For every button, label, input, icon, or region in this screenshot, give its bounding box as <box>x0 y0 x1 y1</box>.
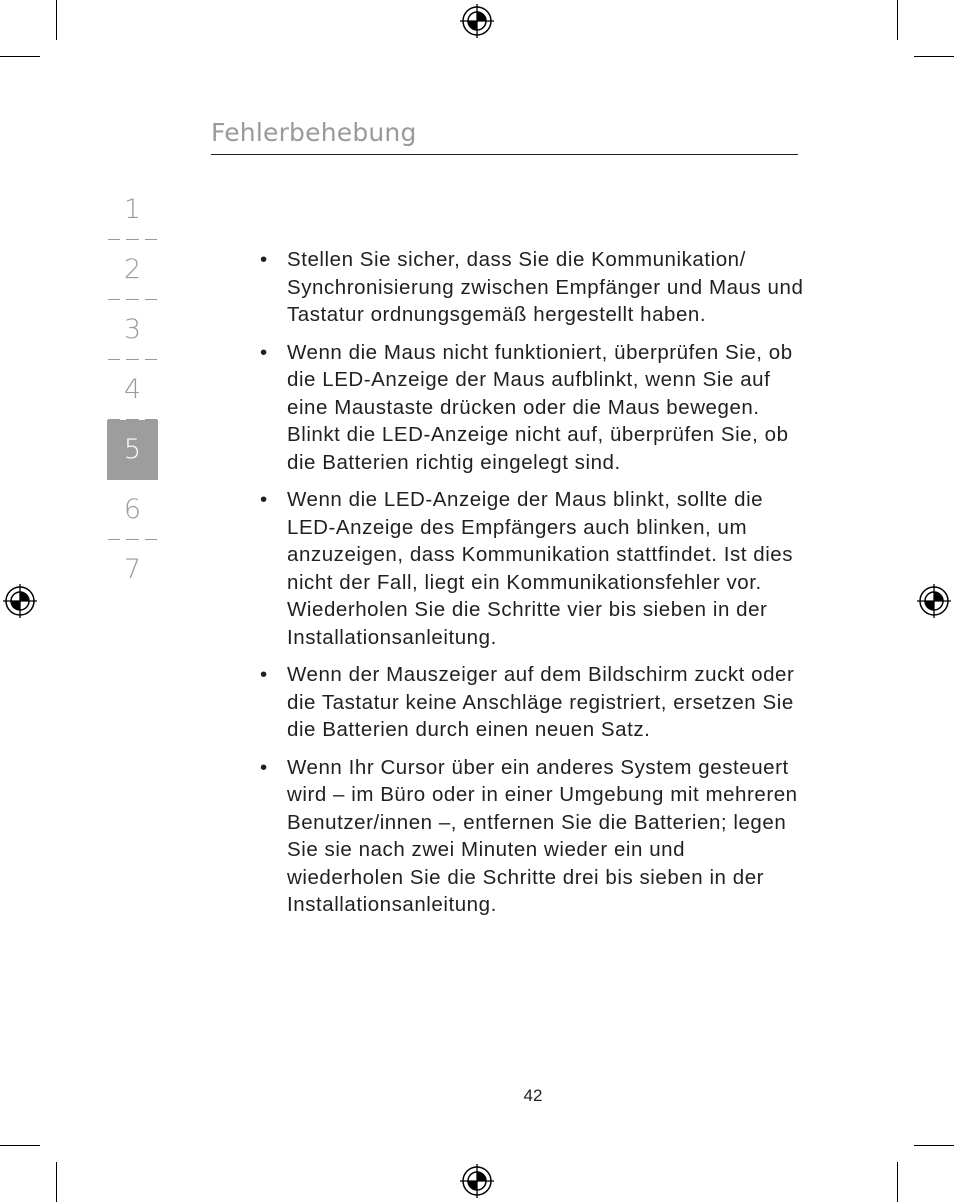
header-divider <box>211 154 798 155</box>
list-item-text: Wenn die LED-Anzeige der Maus blinkt, sollte die LED-Anzeige des Empfängers auch blinken, um anzuzeigen, dass Kommunikation stattfindet. Ist dies nicht der Fall, liegt ein Kommunikationsfehler vor. Wiederholen Sie die Schritte vier bis sieben in der Installationsanleitung. <box>287 488 794 649</box>
bullet-icon: • <box>260 248 268 271</box>
chapter-number: 4 <box>123 374 142 405</box>
registration-mark-icon <box>460 4 494 38</box>
list-item-text: Stellen Sie sicher, dass Sie die Kommunikation/ Synchronisierung zwischen Empfänger und Maus und Tastatur ordnungsgemäß hergestellt haben. <box>287 248 804 326</box>
chapter-number: 5 <box>123 434 142 465</box>
chapter-tab-5[interactable] <box>107 420 158 480</box>
list-item <box>260 661 805 744</box>
list-item-text: Wenn Ihr Cursor über ein anderes System gesteuert wird – im Büro oder in einer Umgebung mit mehreren Benutzer/innen –, entfernen Sie die Batterien; legen Sie sie nach zwei Minuten wieder ein und wiederholen Sie die Schritte drei bis sieben in der Installationsanleitung. <box>287 755 798 916</box>
crop-mark <box>897 0 898 40</box>
chapter-number: 2 <box>123 254 142 285</box>
chapter-tab-4[interactable] <box>107 360 158 420</box>
list-item <box>260 486 805 651</box>
crop-mark <box>56 1162 57 1202</box>
chapter-tab-3[interactable] <box>107 300 158 360</box>
registration-mark-icon <box>3 584 37 618</box>
list-item <box>260 246 805 329</box>
chapter-number: 1 <box>123 194 142 225</box>
list-item <box>260 754 805 919</box>
list-item-text: Wenn der Mauszeiger auf dem Bildschirm zuckt oder die Tastatur keine Anschläge registriert, ersetzen Sie die Batterien durch einen neuen Satz. <box>287 663 795 741</box>
troubleshooting-list <box>260 246 805 929</box>
crop-mark <box>914 56 954 57</box>
crop-mark <box>0 56 40 57</box>
bullet-icon: • <box>260 663 268 686</box>
chapter-tab-6[interactable] <box>107 480 158 540</box>
chapter-number: 3 <box>123 314 142 345</box>
list-item-text: Wenn die Maus nicht funktioniert, überprüfen Sie, ob die LED-Anzeige der Maus aufblinkt, wenn Sie auf eine Maustaste drücken oder die Maus bewegen. Blinkt die LED-Anzeige nicht auf, überprüfen Sie, ob die Batterien richtig eingelegt sind. <box>287 340 793 474</box>
chapter-number: 6 <box>123 494 142 525</box>
crop-mark <box>897 1162 898 1202</box>
bullet-icon: • <box>260 488 268 511</box>
crop-mark <box>914 1145 954 1146</box>
chapter-tab-7[interactable] <box>107 540 158 600</box>
chapter-tab-1[interactable] <box>107 180 158 240</box>
registration-mark-icon <box>917 584 951 618</box>
chapter-number: 7 <box>123 554 142 585</box>
chapter-nav <box>107 180 158 600</box>
section-title: Fehlerbehebung <box>211 118 417 147</box>
registration-mark-icon <box>460 1164 494 1198</box>
bullet-icon: • <box>260 755 268 779</box>
crop-mark <box>0 1145 40 1146</box>
page-number: 42 <box>523 1086 543 1105</box>
crop-mark <box>56 0 57 40</box>
bullet-icon: • <box>260 340 268 364</box>
chapter-tab-2[interactable] <box>107 240 158 300</box>
list-item <box>260 339 805 477</box>
